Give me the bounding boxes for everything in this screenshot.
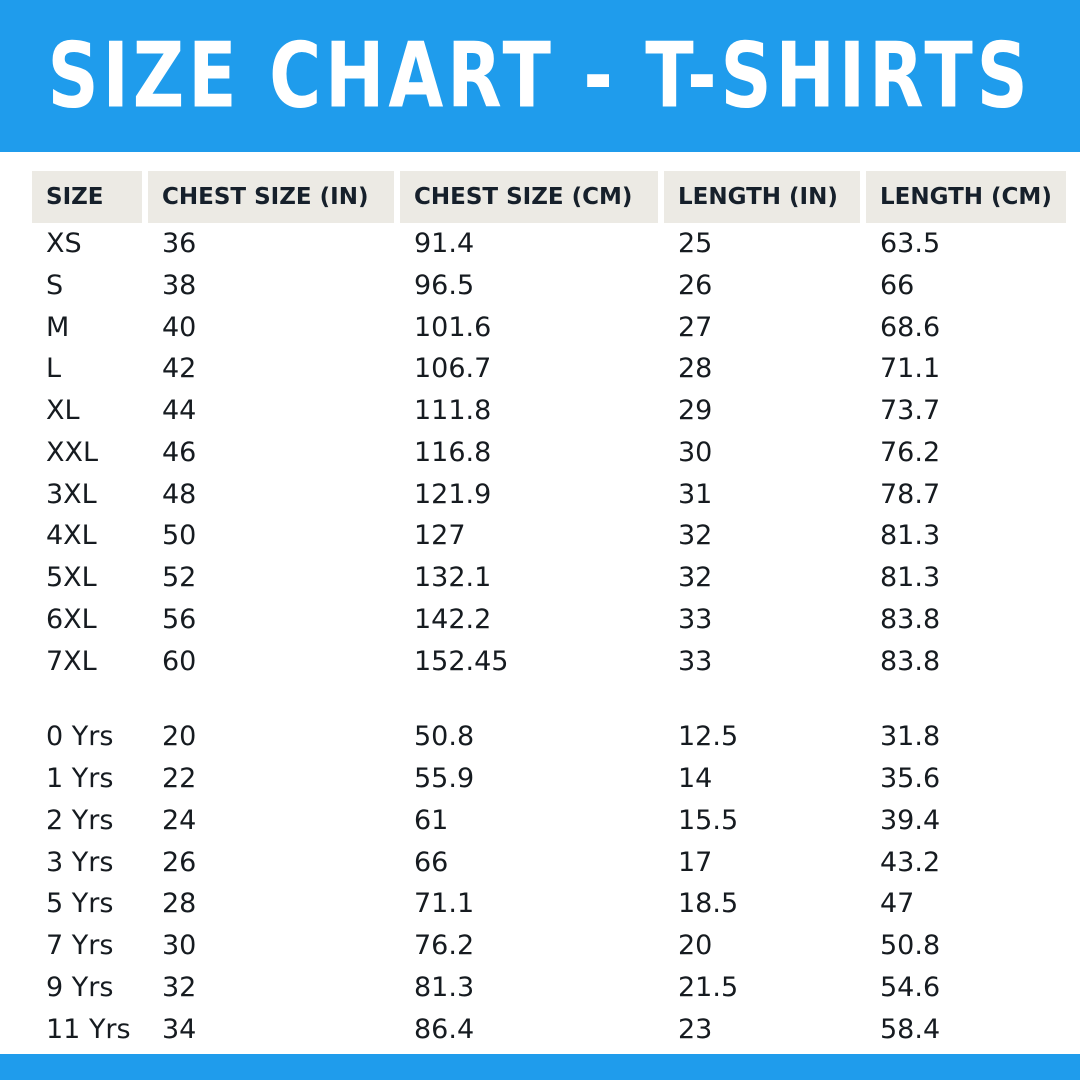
- table-row: [32, 515, 1066, 557]
- cell-length-cm: 83.8: [880, 645, 941, 677]
- cell-size: XS: [46, 228, 82, 259]
- cell-size: M: [46, 311, 70, 343]
- cell-size: 1 Yrs: [46, 763, 114, 794]
- cell-chest-in: 30: [162, 930, 197, 961]
- cell-length-cm: 39.4: [880, 804, 941, 836]
- cell-chest-in: 38: [162, 269, 197, 301]
- cell-length-in: 15.5: [678, 804, 739, 836]
- cell-length-cm: 50.8: [880, 930, 941, 961]
- cell-chest-cm: 81.3: [414, 971, 475, 1003]
- table-row: [32, 716, 1066, 758]
- cell-length-in: 33: [678, 645, 713, 677]
- cell-length-in: 21.5: [678, 971, 739, 1003]
- cell-length-in: 32: [678, 562, 713, 593]
- table-row: [32, 599, 1066, 641]
- table-header: [32, 171, 1066, 223]
- cell-size: 0 Yrs: [46, 721, 114, 753]
- cell-length-cm: 58.4: [880, 1013, 941, 1045]
- cell-size: 6XL: [46, 603, 97, 635]
- cell-chest-cm: 127: [414, 520, 466, 552]
- table-row: [32, 1009, 1066, 1051]
- cell-chest-in: 32: [162, 971, 197, 1003]
- cell-length-cm: 81.3: [880, 562, 941, 593]
- cell-size: 11 Yrs: [46, 1013, 131, 1045]
- cell-chest-cm: 106.7: [414, 353, 492, 385]
- cell-chest-in: 48: [162, 478, 197, 510]
- table-row: [32, 390, 1066, 432]
- cell-chest-cm: 91.4: [414, 228, 475, 259]
- cell-size: 7XL: [46, 645, 97, 677]
- cell-size: XXL: [46, 436, 99, 468]
- cell-length-in: 32: [678, 520, 713, 552]
- cell-chest-in: 50: [162, 520, 197, 552]
- cell-chest-cm: 61: [414, 804, 449, 836]
- table-row: [32, 265, 1066, 307]
- cell-chest-in: 60: [162, 645, 197, 677]
- cell-length-in: 23: [678, 1013, 713, 1045]
- cell-chest-in: 20: [162, 721, 197, 753]
- cell-length-cm: 66: [880, 269, 915, 301]
- cell-length-in: 28: [678, 353, 713, 385]
- cell-length-in: 26: [678, 269, 713, 301]
- table-header-row: [32, 171, 1066, 223]
- cell-chest-cm: 66: [414, 846, 449, 878]
- cell-length-cm: 83.8: [880, 603, 941, 635]
- cell-size: 7 Yrs: [46, 930, 114, 961]
- table-row: [32, 223, 1066, 265]
- cell-length-in: 12.5: [678, 721, 739, 753]
- table-body-adult: [32, 223, 1066, 1050]
- footer-bar: [0, 1054, 1080, 1080]
- cell-size: 2 Yrs: [46, 804, 114, 836]
- cell-chest-in: 28: [162, 888, 197, 920]
- table-row: [32, 641, 1066, 683]
- cell-chest-in: 56: [162, 603, 197, 635]
- cell-length-cm: 68.6: [880, 311, 941, 343]
- size-table-container: [0, 152, 1080, 1054]
- cell-length-cm: 73.7: [880, 395, 941, 426]
- table-row: [32, 883, 1066, 925]
- cell-chest-in: 36: [162, 228, 197, 259]
- cell-chest-cm: 86.4: [414, 1013, 475, 1045]
- cell-size: L: [46, 353, 62, 385]
- cell-length-in: 14: [678, 763, 713, 794]
- cell-chest-cm: 96.5: [414, 269, 475, 301]
- column-header-chest-cm: CHEST SIZE (CM): [400, 171, 658, 223]
- table-row: [32, 557, 1066, 599]
- table-row: [32, 432, 1066, 474]
- cell-length-cm: 76.2: [880, 436, 941, 468]
- cell-length-in: 30: [678, 436, 713, 468]
- cell-length-in: 17: [678, 846, 713, 878]
- cell-chest-in: 52: [162, 562, 197, 593]
- header-banner: [0, 0, 1080, 152]
- table-row: [32, 348, 1066, 390]
- table-row: [32, 758, 1066, 800]
- cell-length-cm: 78.7: [880, 478, 941, 510]
- cell-length-in: 25: [678, 228, 713, 259]
- cell-size: 4XL: [46, 520, 97, 552]
- cell-chest-cm: 71.1: [414, 888, 475, 920]
- size-chart-table: [26, 171, 1072, 1050]
- cell-chest-cm: 116.8: [414, 436, 492, 468]
- cell-size: 9 Yrs: [46, 971, 114, 1003]
- cell-size: 3XL: [46, 478, 97, 510]
- cell-length-cm: 54.6: [880, 971, 941, 1003]
- cell-chest-cm: 142.2: [414, 603, 492, 635]
- cell-length-cm: 63.5: [880, 228, 941, 259]
- cell-chest-in: 46: [162, 436, 197, 468]
- cell-chest-cm: 101.6: [414, 311, 492, 343]
- cell-length-cm: 81.3: [880, 520, 941, 552]
- cell-chest-in: 42: [162, 353, 197, 385]
- page-title: SIZE CHART - T-SHIRTS: [47, 23, 1033, 129]
- cell-chest-in: 40: [162, 311, 197, 343]
- cell-chest-in: 34: [162, 1013, 197, 1045]
- table-row: [32, 307, 1066, 349]
- cell-chest-cm: 111.8: [414, 395, 492, 426]
- cell-length-cm: 47: [880, 888, 915, 920]
- table-row: [32, 967, 1066, 1009]
- cell-chest-in: 22: [162, 763, 197, 794]
- cell-chest-cm: 152.45: [414, 645, 509, 677]
- column-header-chest-in: CHEST SIZE (IN): [148, 171, 394, 223]
- cell-length-in: 18.5: [678, 888, 739, 920]
- cell-length-in: 20: [678, 930, 713, 961]
- cell-chest-cm: 121.9: [414, 478, 492, 510]
- cell-length-in: 33: [678, 603, 713, 635]
- section-spacer: [32, 682, 1066, 716]
- cell-chest-cm: 132.1: [414, 562, 492, 593]
- table-row: [32, 925, 1066, 967]
- cell-size: S: [46, 269, 64, 301]
- cell-size: 3 Yrs: [46, 846, 114, 878]
- column-header-length-cm: LENGTH (CM): [866, 171, 1066, 223]
- cell-length-in: 29: [678, 395, 713, 426]
- column-header-size: SIZE: [32, 171, 142, 223]
- column-header-length-in: LENGTH (IN): [664, 171, 860, 223]
- cell-length-in: 31: [678, 478, 713, 510]
- cell-size: 5 Yrs: [46, 888, 114, 920]
- cell-chest-cm: 76.2: [414, 930, 475, 961]
- cell-chest-cm: 55.9: [414, 763, 475, 794]
- table-row: [32, 800, 1066, 842]
- cell-length-cm: 71.1: [880, 353, 941, 385]
- table-row: [32, 842, 1066, 884]
- cell-length-cm: 35.6: [880, 763, 941, 794]
- cell-length-in: 27: [678, 311, 713, 343]
- cell-chest-in: 26: [162, 846, 197, 878]
- cell-chest-in: 44: [162, 395, 197, 426]
- cell-chest-in: 24: [162, 804, 197, 836]
- cell-length-cm: 31.8: [880, 721, 941, 753]
- cell-length-cm: 43.2: [880, 846, 941, 878]
- cell-chest-cm: 50.8: [414, 721, 475, 753]
- cell-size: XL: [46, 395, 80, 426]
- table-row: [32, 474, 1066, 516]
- cell-size: 5XL: [46, 562, 97, 593]
